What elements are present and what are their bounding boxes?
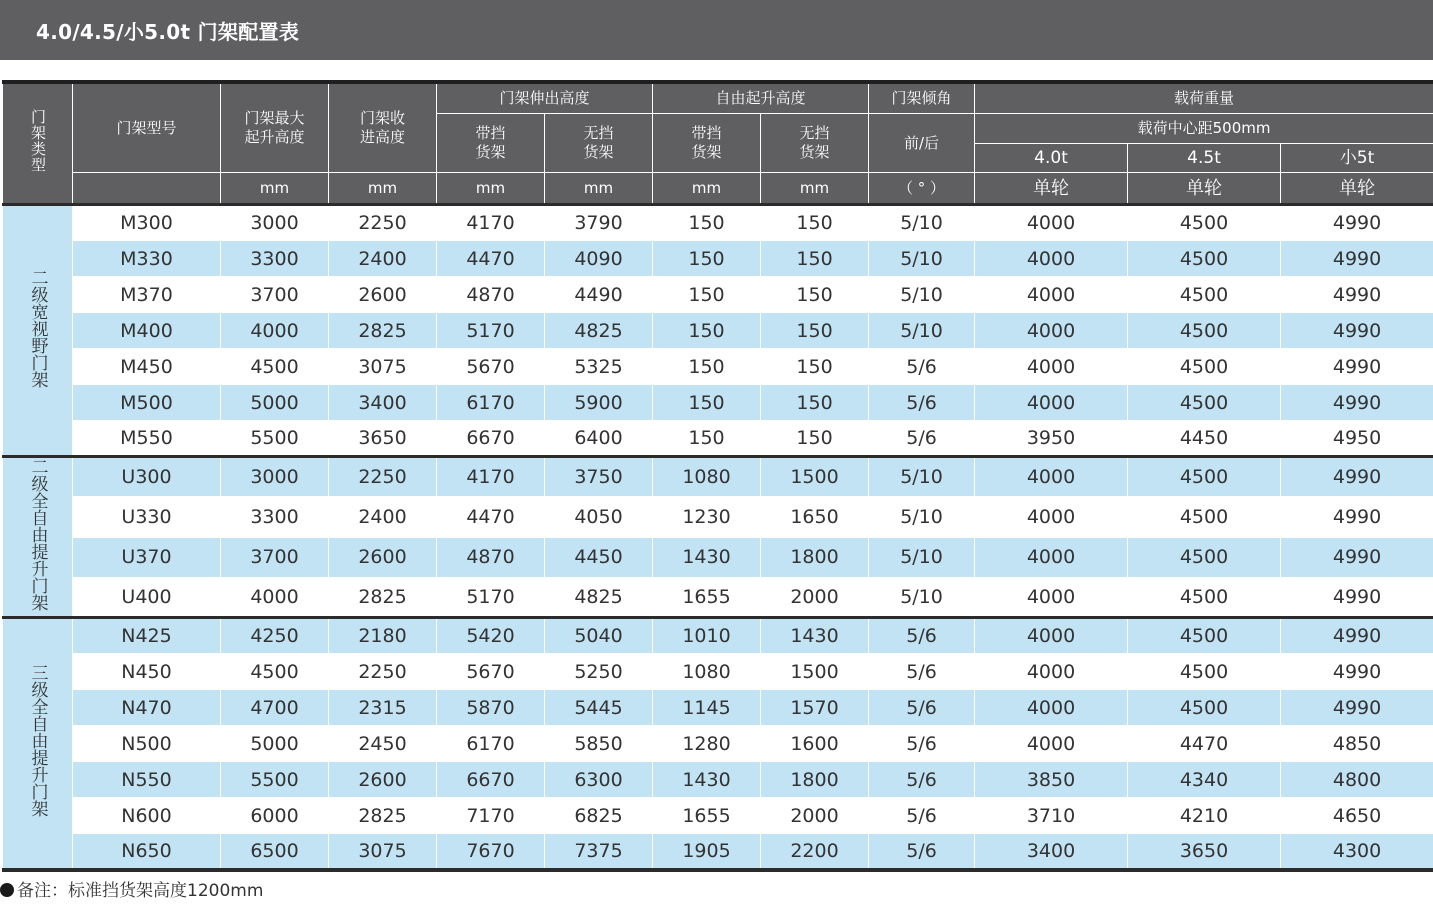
value-cell: 150 (653, 313, 761, 349)
value-cell: 5850 (545, 726, 653, 762)
value-cell: 7670 (437, 834, 545, 870)
value-cell: 6670 (437, 421, 545, 457)
value-cell: 150 (761, 241, 869, 277)
header-extended: 门架伸出高度 (437, 82, 653, 114)
value-cell: 3300 (221, 241, 329, 277)
value-cell: 4990 (1281, 313, 1433, 349)
table-row (3, 205, 1433, 241)
value-cell: 5/6 (869, 421, 975, 457)
unit-tilt: （ ° ） (869, 173, 975, 205)
value-cell: 150 (653, 349, 761, 385)
value-cell: 4500 (1128, 241, 1281, 277)
value-cell: 5/10 (869, 457, 975, 497)
single-wheel-5: 单轮 (1281, 173, 1433, 205)
value-cell: 3075 (329, 834, 437, 870)
value-cell: 4000 (975, 726, 1128, 762)
value-cell: 4500 (1128, 577, 1281, 617)
value-cell: 1080 (653, 654, 761, 690)
value-cell: 5/10 (869, 277, 975, 313)
table-row (3, 313, 1433, 349)
value-cell: 3400 (329, 385, 437, 421)
value-cell: 1905 (653, 834, 761, 870)
header-load-weight: 载荷重量 (975, 82, 1433, 114)
value-cell: 4990 (1281, 577, 1433, 617)
value-cell: 4500 (221, 349, 329, 385)
table-row (3, 690, 1433, 726)
footnote (0, 876, 263, 901)
value-cell: 4500 (1128, 690, 1281, 726)
header-front-rear: 前/后 (869, 114, 975, 173)
page-title: 4.0/4.5/小5.0t 门架配置表 (36, 20, 300, 44)
value-cell: 4500 (1128, 385, 1281, 421)
model-cell: N550 (73, 762, 221, 798)
value-cell: 1500 (761, 457, 869, 497)
value-cell: 4000 (975, 654, 1128, 690)
value-cell: 7170 (437, 798, 545, 834)
value-cell: 6170 (437, 385, 545, 421)
value-cell: 7375 (545, 834, 653, 870)
header-load-center: 载荷中心距500mm (975, 114, 1433, 144)
value-cell: 4000 (975, 537, 1128, 577)
table-row (3, 241, 1433, 277)
value-cell: 3000 (221, 205, 329, 241)
value-cell: 2600 (329, 537, 437, 577)
value-cell: 6400 (545, 421, 653, 457)
model-cell: U400 (73, 577, 221, 617)
value-cell: 1430 (653, 762, 761, 798)
value-cell: 4000 (975, 349, 1128, 385)
value-cell: 2315 (329, 690, 437, 726)
value-cell: 1570 (761, 690, 869, 726)
value-cell: 150 (761, 313, 869, 349)
value-cell: 3750 (545, 457, 653, 497)
header-extended-without-bracket: 无挡货架 (545, 114, 653, 173)
value-cell: 4470 (1128, 726, 1281, 762)
table-row (3, 277, 1433, 313)
value-cell: 150 (653, 385, 761, 421)
value-cell: 6300 (545, 762, 653, 798)
value-cell: 2250 (329, 654, 437, 690)
value-cell: 1280 (653, 726, 761, 762)
value-cell: 2600 (329, 277, 437, 313)
model-cell: N650 (73, 834, 221, 870)
value-cell: 3650 (329, 421, 437, 457)
value-cell: 4990 (1281, 497, 1433, 537)
bullet-icon (0, 883, 14, 897)
value-cell: 4500 (1128, 313, 1281, 349)
value-cell: 1430 (761, 618, 869, 654)
mast-type-label: 二级全自由提升门架 (27, 458, 48, 611)
value-cell: 2250 (329, 457, 437, 497)
value-cell: 3000 (221, 457, 329, 497)
value-cell: 5/10 (869, 241, 975, 277)
table-row (3, 726, 1433, 762)
value-cell: 1010 (653, 618, 761, 654)
value-cell: 5/10 (869, 577, 975, 617)
value-cell: 4500 (1128, 349, 1281, 385)
value-cell: 1080 (653, 457, 761, 497)
value-cell: 6170 (437, 726, 545, 762)
value-cell: 3950 (975, 421, 1128, 457)
value-cell: 5/6 (869, 762, 975, 798)
value-cell: 5670 (437, 349, 545, 385)
unit-ext-without: mm (545, 173, 653, 205)
table-row (3, 537, 1433, 577)
value-cell: 5/6 (869, 690, 975, 726)
mast-config-table (2, 80, 1433, 872)
group-three-stage-full-free (3, 618, 1433, 870)
header-cap-5: 小5t (1281, 144, 1433, 173)
header-extended-with-bracket: 带挡货架 (437, 114, 545, 173)
value-cell: 6500 (221, 834, 329, 870)
value-cell: 4000 (975, 497, 1128, 537)
value-cell: 5445 (545, 690, 653, 726)
model-cell: M330 (73, 241, 221, 277)
value-cell: 4000 (975, 205, 1128, 241)
value-cell: 5250 (545, 654, 653, 690)
value-cell: 5040 (545, 618, 653, 654)
value-cell: 4000 (975, 577, 1128, 617)
value-cell: 4000 (975, 277, 1128, 313)
value-cell: 2000 (761, 798, 869, 834)
unit-retracted: mm (329, 173, 437, 205)
header-cap-40: 4.0t (975, 144, 1128, 173)
value-cell: 2450 (329, 726, 437, 762)
value-cell: 4990 (1281, 654, 1433, 690)
model-cell: M370 (73, 277, 221, 313)
unit-max-lift: mm (221, 173, 329, 205)
mast-type-label: 三级全自由提升门架 (27, 664, 48, 818)
value-cell: 4990 (1281, 277, 1433, 313)
value-cell: 1655 (653, 577, 761, 617)
model-cell: U330 (73, 497, 221, 537)
table-row (3, 457, 1433, 497)
value-cell: 2825 (329, 798, 437, 834)
table-row (3, 762, 1433, 798)
model-cell: M500 (73, 385, 221, 421)
value-cell: 4000 (975, 241, 1128, 277)
value-cell: 6825 (545, 798, 653, 834)
model-cell: U370 (73, 537, 221, 577)
unit-ext-with: mm (437, 173, 545, 205)
value-cell: 5/6 (869, 349, 975, 385)
value-cell: 5500 (221, 762, 329, 798)
value-cell: 2000 (761, 577, 869, 617)
value-cell: 4825 (545, 577, 653, 617)
value-cell: 5170 (437, 313, 545, 349)
value-cell: 4490 (545, 277, 653, 313)
value-cell: 4000 (975, 690, 1128, 726)
value-cell: 150 (761, 277, 869, 313)
value-cell: 5/6 (869, 834, 975, 870)
footnote-text: 备注：标准挡货架高度1200mm (17, 881, 264, 901)
value-cell: 2250 (329, 205, 437, 241)
value-cell: 3790 (545, 205, 653, 241)
value-cell: 2200 (761, 834, 869, 870)
header-model: 门架型号 (73, 82, 221, 173)
value-cell: 4990 (1281, 241, 1433, 277)
header-max-lift: 门架最大起升高度 (221, 82, 329, 173)
value-cell: 4450 (545, 537, 653, 577)
value-cell: 2400 (329, 241, 437, 277)
header-mast-type: 门架类型 (3, 82, 73, 205)
value-cell: 5420 (437, 618, 545, 654)
value-cell: 4000 (221, 313, 329, 349)
value-cell: 5000 (221, 726, 329, 762)
value-cell: 4500 (1128, 205, 1281, 241)
value-cell: 4450 (1128, 421, 1281, 457)
value-cell: 1650 (761, 497, 869, 537)
value-cell: 3700 (221, 537, 329, 577)
value-cell: 4000 (975, 313, 1128, 349)
table-row (3, 497, 1433, 537)
table-row (3, 834, 1433, 870)
unit-free-with: mm (653, 173, 761, 205)
value-cell: 4090 (545, 241, 653, 277)
value-cell: 4700 (221, 690, 329, 726)
value-cell: 1145 (653, 690, 761, 726)
value-cell: 4650 (1281, 798, 1433, 834)
value-cell: 5/10 (869, 205, 975, 241)
value-cell: 6670 (437, 762, 545, 798)
model-cell: N450 (73, 654, 221, 690)
value-cell: 3400 (975, 834, 1128, 870)
value-cell: 1500 (761, 654, 869, 690)
value-cell: 3650 (1128, 834, 1281, 870)
value-cell: 2825 (329, 313, 437, 349)
value-cell: 5900 (545, 385, 653, 421)
table-row (3, 577, 1433, 617)
value-cell: 4470 (437, 241, 545, 277)
header-free-without-bracket: 无挡货架 (761, 114, 869, 173)
value-cell: 4990 (1281, 618, 1433, 654)
value-cell: 5/6 (869, 385, 975, 421)
value-cell: 2180 (329, 618, 437, 654)
value-cell: 150 (761, 205, 869, 241)
group-two-stage-full-free (3, 457, 1433, 618)
value-cell: 150 (653, 205, 761, 241)
value-cell: 4990 (1281, 690, 1433, 726)
value-cell: 5/6 (869, 618, 975, 654)
group-two-stage-wide-view (3, 205, 1433, 457)
value-cell: 2400 (329, 497, 437, 537)
value-cell: 4300 (1281, 834, 1433, 870)
value-cell: 150 (653, 277, 761, 313)
table-row (3, 349, 1433, 385)
value-cell: 4990 (1281, 385, 1433, 421)
value-cell: 4850 (1281, 726, 1433, 762)
header-free-lift: 自由起升高度 (653, 82, 869, 114)
value-cell: 5/10 (869, 537, 975, 577)
value-cell: 4990 (1281, 205, 1433, 241)
value-cell: 4000 (975, 385, 1128, 421)
value-cell: 4500 (1128, 537, 1281, 577)
value-cell: 4500 (1128, 277, 1281, 313)
value-cell: 4000 (221, 577, 329, 617)
single-wheel-40: 单轮 (975, 173, 1128, 205)
value-cell: 2825 (329, 577, 437, 617)
value-cell: 4800 (1281, 762, 1433, 798)
value-cell: 5000 (221, 385, 329, 421)
table-row (3, 654, 1433, 690)
unit-model-empty (73, 173, 221, 205)
value-cell: 150 (653, 421, 761, 457)
value-cell: 150 (653, 241, 761, 277)
value-cell: 3300 (221, 497, 329, 537)
model-cell: M400 (73, 313, 221, 349)
mast-type-cell (3, 205, 73, 457)
mast-type-label: 二级宽视野门架 (27, 268, 48, 388)
model-cell: M300 (73, 205, 221, 241)
value-cell: 4990 (1281, 537, 1433, 577)
value-cell: 4470 (437, 497, 545, 537)
value-cell: 3850 (975, 762, 1128, 798)
value-cell: 5170 (437, 577, 545, 617)
header-cap-45: 4.5t (1128, 144, 1281, 173)
value-cell: 4000 (975, 457, 1128, 497)
single-wheel-45: 单轮 (1128, 173, 1281, 205)
value-cell: 150 (761, 385, 869, 421)
value-cell: 1230 (653, 497, 761, 537)
value-cell: 1800 (761, 762, 869, 798)
value-cell: 4210 (1128, 798, 1281, 834)
value-cell: 5500 (221, 421, 329, 457)
value-cell: 1430 (653, 537, 761, 577)
model-cell: N600 (73, 798, 221, 834)
value-cell: 4825 (545, 313, 653, 349)
table-row (3, 798, 1433, 834)
value-cell: 1655 (653, 798, 761, 834)
header-free-with-bracket: 带挡货架 (653, 114, 761, 173)
value-cell: 5/6 (869, 654, 975, 690)
value-cell: 4870 (437, 537, 545, 577)
unit-free-without: mm (761, 173, 869, 205)
value-cell: 5/10 (869, 313, 975, 349)
header-tilt: 门架倾角 (869, 82, 975, 114)
value-cell: 4870 (437, 277, 545, 313)
value-cell: 4250 (221, 618, 329, 654)
model-cell: N425 (73, 618, 221, 654)
model-cell: N500 (73, 726, 221, 762)
value-cell: 4000 (975, 618, 1128, 654)
model-cell: U300 (73, 457, 221, 497)
value-cell: 4950 (1281, 421, 1433, 457)
title-bar (0, 0, 1433, 60)
value-cell: 4990 (1281, 349, 1433, 385)
mast-type-cell (3, 618, 73, 870)
value-cell: 150 (761, 349, 869, 385)
value-cell: 5/10 (869, 497, 975, 537)
value-cell: 4500 (1128, 457, 1281, 497)
value-cell: 150 (761, 421, 869, 457)
value-cell: 4500 (1128, 497, 1281, 537)
value-cell: 4500 (221, 654, 329, 690)
value-cell: 4170 (437, 457, 545, 497)
table-row (3, 421, 1433, 457)
mast-type-cell (3, 457, 73, 618)
value-cell: 4500 (1128, 654, 1281, 690)
value-cell: 5870 (437, 690, 545, 726)
value-cell: 4990 (1281, 457, 1433, 497)
value-cell: 3710 (975, 798, 1128, 834)
value-cell: 4170 (437, 205, 545, 241)
value-cell: 3700 (221, 277, 329, 313)
value-cell: 5325 (545, 349, 653, 385)
value-cell: 3075 (329, 349, 437, 385)
value-cell: 5/6 (869, 726, 975, 762)
model-cell: M550 (73, 421, 221, 457)
header-retracted: 门架收进高度 (329, 82, 437, 173)
value-cell: 4340 (1128, 762, 1281, 798)
model-cell: N470 (73, 690, 221, 726)
value-cell: 6000 (221, 798, 329, 834)
value-cell: 2600 (329, 762, 437, 798)
model-cell: M450 (73, 349, 221, 385)
value-cell: 1600 (761, 726, 869, 762)
value-cell: 1800 (761, 537, 869, 577)
table-row (3, 385, 1433, 421)
value-cell: 4050 (545, 497, 653, 537)
value-cell: 5670 (437, 654, 545, 690)
value-cell: 4500 (1128, 618, 1281, 654)
value-cell: 5/6 (869, 798, 975, 834)
table-row (3, 618, 1433, 654)
